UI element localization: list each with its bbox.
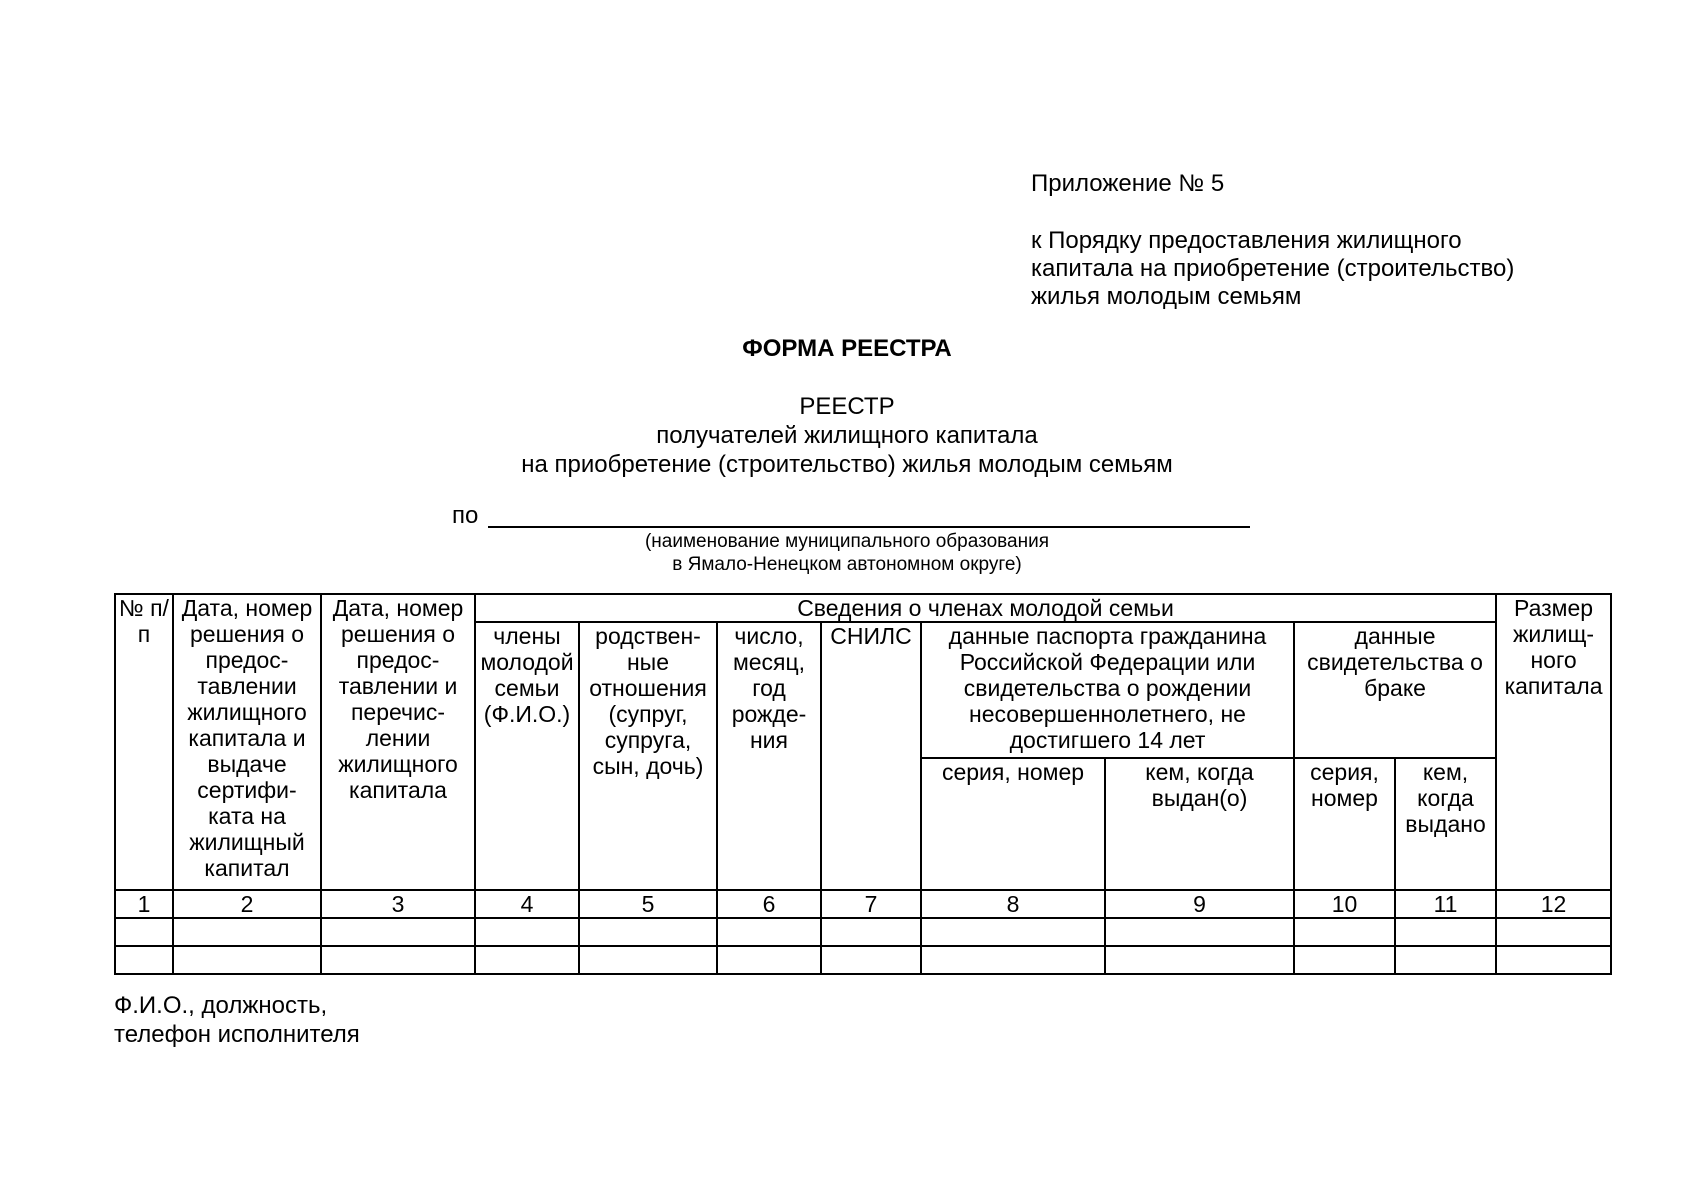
- register-title-block: [0, 392, 1694, 479]
- table-cell[interactable]: [115, 918, 173, 946]
- header-col-7: СНИЛС: [821, 622, 921, 890]
- register-table: [114, 593, 1612, 975]
- column-number-row: [115, 890, 1611, 918]
- column-number: 2: [173, 890, 321, 918]
- column-number: 6: [717, 890, 821, 918]
- table-cell[interactable]: [115, 946, 173, 974]
- register-subtitle-2: на приобретение (строительство) жилья молодым семьям: [521, 451, 1173, 478]
- table-cell[interactable]: [173, 918, 321, 946]
- appendix-text-line-1: к Порядку предоставления жилищного: [1031, 227, 1462, 254]
- appendix-text-line-2: капитала на приобретение (строительство): [1031, 255, 1515, 282]
- table-cell[interactable]: [717, 918, 821, 946]
- form-title: ФОРМА РЕЕСТРА: [742, 335, 952, 362]
- header-col-4: члены молодой семьи (Ф.И.О.): [475, 622, 579, 890]
- table-cell[interactable]: [321, 918, 475, 946]
- column-number: 10: [1294, 890, 1395, 918]
- header-col-8: серия, номер: [921, 758, 1105, 890]
- column-number: 3: [321, 890, 475, 918]
- table-cell[interactable]: [1496, 946, 1611, 974]
- column-number: 12: [1496, 890, 1611, 918]
- header-col-5: родствен-ные отношения (супруг, супруга, сын, дочь): [579, 622, 717, 890]
- municipality-blank-field[interactable]: [488, 526, 1250, 528]
- header-col-10: серия, номер: [1294, 758, 1395, 890]
- appendix-block: [1031, 170, 1514, 311]
- header-family-group: Сведения о членах молодой семьи: [475, 594, 1496, 622]
- table-cell[interactable]: [1395, 918, 1496, 946]
- column-number: 11: [1395, 890, 1496, 918]
- table-cell[interactable]: [717, 946, 821, 974]
- column-number: 5: [579, 890, 717, 918]
- appendix-number: Приложение № 5: [1031, 170, 1225, 197]
- appendix-text-line-3: жилья молодым семьям: [1031, 283, 1302, 310]
- table-cell[interactable]: [321, 946, 475, 974]
- signer-line-2: телефон исполнителя: [114, 1021, 360, 1048]
- column-number: 8: [921, 890, 1105, 918]
- table-cell[interactable]: [475, 918, 579, 946]
- table-cell[interactable]: [821, 918, 921, 946]
- column-number: 4: [475, 890, 579, 918]
- table-cell[interactable]: [173, 946, 321, 974]
- header-col-6: число, месяц, год рожде-ния: [717, 622, 821, 890]
- municipality-hint-line-1: (наименование муниципального образования: [644, 531, 1049, 552]
- table-cell[interactable]: [1294, 918, 1395, 946]
- municipality-prefix: по: [452, 502, 479, 529]
- header-passport-group: данные паспорта гражданина Российской Федерации или свидетельства о рождении несовершеннолетнего, не достигшего 14 лет: [921, 622, 1294, 758]
- table-cell[interactable]: [1496, 918, 1611, 946]
- table-cell[interactable]: [475, 946, 579, 974]
- register-subtitle-1: получателей жилищного капитала: [656, 422, 1038, 449]
- column-number: 9: [1105, 890, 1294, 918]
- header-col-1: № п/п: [115, 594, 173, 890]
- table-cell[interactable]: [921, 918, 1105, 946]
- column-number: 1: [115, 890, 173, 918]
- table-row: [115, 918, 1611, 946]
- header-col-3: Дата, номер решения о предос-тавлении и перечис-лении жилищного капитала: [321, 594, 475, 890]
- municipality-line: [452, 502, 478, 530]
- table-row: [115, 946, 1611, 974]
- signer-line-1: Ф.И.О., должность,: [114, 992, 328, 1019]
- signer-block: [114, 991, 360, 1049]
- municipality-hint-line-2: в Ямало-Ненецком автономном округе): [672, 554, 1022, 575]
- table-cell[interactable]: [1105, 918, 1294, 946]
- column-number: 7: [821, 890, 921, 918]
- header-col-12: Размер жилищ-ного капитала: [1496, 594, 1611, 890]
- header-col-2: Дата, номер решения о предос-тавлении жилищного капитала и выдаче сертифи-ката на жилищный капитал: [173, 594, 321, 890]
- register-title: РЕЕСТР: [799, 393, 895, 420]
- table-cell[interactable]: [921, 946, 1105, 974]
- table-cell[interactable]: [1105, 946, 1294, 974]
- table-cell[interactable]: [579, 918, 717, 946]
- header-col-11: кем, когда выдано: [1395, 758, 1496, 890]
- municipality-hint: [0, 530, 1694, 576]
- table-cell[interactable]: [579, 946, 717, 974]
- table-cell[interactable]: [1294, 946, 1395, 974]
- table-cell[interactable]: [1395, 946, 1496, 974]
- header-marriage-group: данные свидетельства о браке: [1294, 622, 1496, 758]
- header-col-9: кем, когда выдан(о): [1105, 758, 1294, 890]
- table-cell[interactable]: [821, 946, 921, 974]
